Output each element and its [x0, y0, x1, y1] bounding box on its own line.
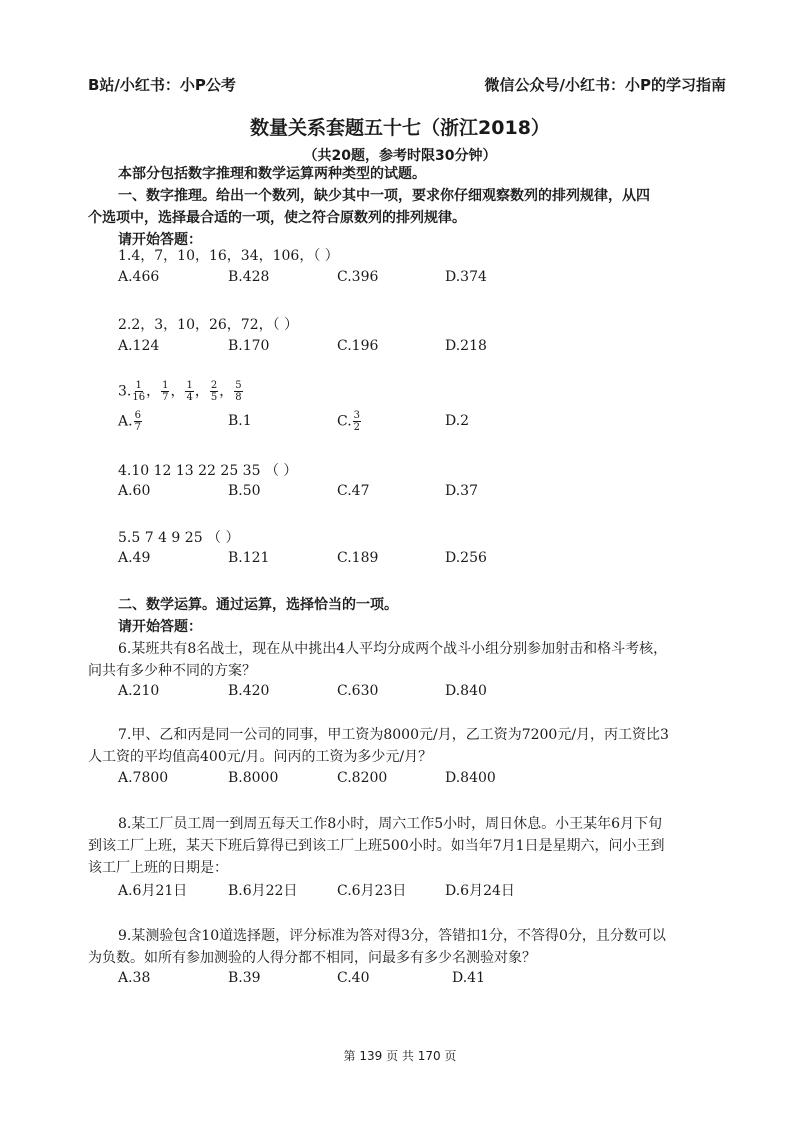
q1-option-a: A.466	[118, 269, 160, 285]
q7-line2: 人工资的平均值高400元/月。问丙的工资为多少元/月？	[88, 749, 433, 765]
q3-option-a: A. $\frac{6}{7}$	[118, 410, 141, 433]
section1-line2: 个选项中，选择最合适的一项，使之符合原数列的排列规律。	[88, 210, 466, 226]
q4-option-b: B.50	[228, 483, 261, 499]
q9-line1: 9.某测验包含10道选择题，评分标准为答对得3分，答错扣1分，不答得0分，且分数可以	[118, 928, 666, 944]
header-left-text: B站/小红书：小P公考	[88, 76, 236, 94]
q4-stem: 4.10 12 13 22 25 35 （ ）	[118, 463, 298, 479]
q9-option-a: A.38	[118, 970, 151, 986]
q6-option-c: C.630	[337, 683, 379, 699]
q6-line1: 6.某班共有8名战士，现在从中挑出4人平均分成两个战斗小组分别参加射击和格斗考核，	[118, 641, 668, 657]
section2-title: 二、数学运算。通过运算，选择恰当的一项。	[118, 597, 398, 613]
q2-option-c: C.196	[337, 338, 379, 354]
q6-line2: 问共有多少种不同的方案？	[88, 663, 256, 679]
q6-option-a: A.210	[118, 683, 160, 699]
header-right-text: 微信公众号/小红书：小P的学习指南	[484, 76, 726, 94]
q9-option-b: B.39	[228, 970, 261, 986]
q3-fraction-4: $\frac{2}{5}$	[210, 380, 218, 403]
q4-option-d: D.37	[445, 483, 478, 499]
q3-prefix: 3.	[118, 383, 132, 400]
q3-stem: 3. $\frac{1}{16}$ ， $\frac{1}{7}$ ， $\frac{1}{4}$ ， $\frac{2}{5}$ ， $\frac{5}{8}$	[118, 380, 242, 403]
q9-line2: 为负数。如所有参加测验的人得分都不相同，问最多有多少名测验对象？	[88, 950, 536, 966]
q4-option-a: A.60	[118, 483, 151, 499]
q3-fraction-2: $\frac{1}{7}$	[162, 380, 169, 403]
section1-start: 请开始答题：	[118, 232, 202, 248]
q6-option-b: B.420	[228, 683, 270, 699]
q5-option-c: C.189	[337, 550, 379, 566]
q8-line2: 到该工厂上班，某天下班后算得已到该工厂上班500小时。如当年7月1日是星期六，问小王到	[88, 838, 665, 854]
q7-option-d: D.8400	[445, 770, 496, 786]
document-title: 数量关系套题五十七（浙江2018）	[250, 117, 550, 139]
q8-option-c: C.6月23日	[337, 883, 407, 899]
q1-option-d: D.374	[445, 269, 487, 285]
q7-option-a: A.7800	[118, 770, 169, 786]
q2-option-d: D.218	[445, 338, 487, 354]
q5-option-d: D.256	[445, 550, 487, 566]
q8-option-d: D.6月24日	[445, 883, 515, 899]
q1-option-c: C.396	[337, 269, 379, 285]
q3-option-d: D.2	[445, 413, 470, 429]
q2-option-a: A.124	[118, 338, 160, 354]
q1-stem: 1.4，7，10，16，34，106，（ ）	[118, 248, 339, 264]
q2-option-b: B.170	[228, 338, 270, 354]
document-subtitle: （共20题，参考时限30分钟）	[303, 148, 497, 164]
q8-line3: 该工厂上班的日期是：	[88, 860, 228, 876]
q1-option-b: B.428	[228, 269, 270, 285]
q5-stem: 5.5 7 4 9 25 （ ）	[118, 530, 240, 546]
q5-option-a: A.49	[118, 550, 151, 566]
q6-option-d: D.840	[445, 683, 487, 699]
q3-fraction-3: $\frac{1}{4}$	[186, 380, 193, 403]
q7-option-c: C.8200	[337, 770, 388, 786]
q4-option-c: C.47	[337, 483, 370, 499]
section2-start: 请开始答题：	[118, 619, 202, 635]
q9-option-d: D.41	[452, 970, 485, 986]
q9-option-c: C.40	[337, 970, 370, 986]
q3-option-b: B.1	[228, 413, 252, 429]
q8-line1: 8.某工厂员工周一到周五每天工作8小时，周六工作5小时，周日休息。小王某年6月下旬	[118, 816, 663, 832]
section1-instructions	[88, 185, 728, 229]
page-header	[88, 74, 726, 98]
q8-option-a: A.6月21日	[118, 883, 188, 899]
q3-fraction-5: $\frac{5}{8}$	[235, 380, 242, 403]
q3-fraction-1: $\frac{1}{16}$	[132, 380, 146, 403]
q7-line1: 7.甲、乙和丙是同一公司的同事，甲工资为8000元/月，乙工资为7200元/月，丙工资比3	[118, 727, 669, 743]
q8-option-b: B.6月22日	[228, 883, 298, 899]
q3-option-c: C. $\frac{3}{2}$	[337, 410, 361, 433]
q2-stem: 2.2，3，10，26，72，（ ）	[118, 317, 299, 333]
section1-line1: 一、数字推理。给出一个数列，缺少其中一项，要求你仔细观察数列的排列规律，从四	[118, 188, 650, 204]
q5-option-b: B.121	[228, 550, 270, 566]
intro-text: 本部分包括数字推理和数学运算两种类型的试题。	[118, 166, 426, 182]
q7-option-b: B.8000	[228, 770, 279, 786]
page-footer: 第 139 页 共 170 页	[343, 1049, 457, 1063]
